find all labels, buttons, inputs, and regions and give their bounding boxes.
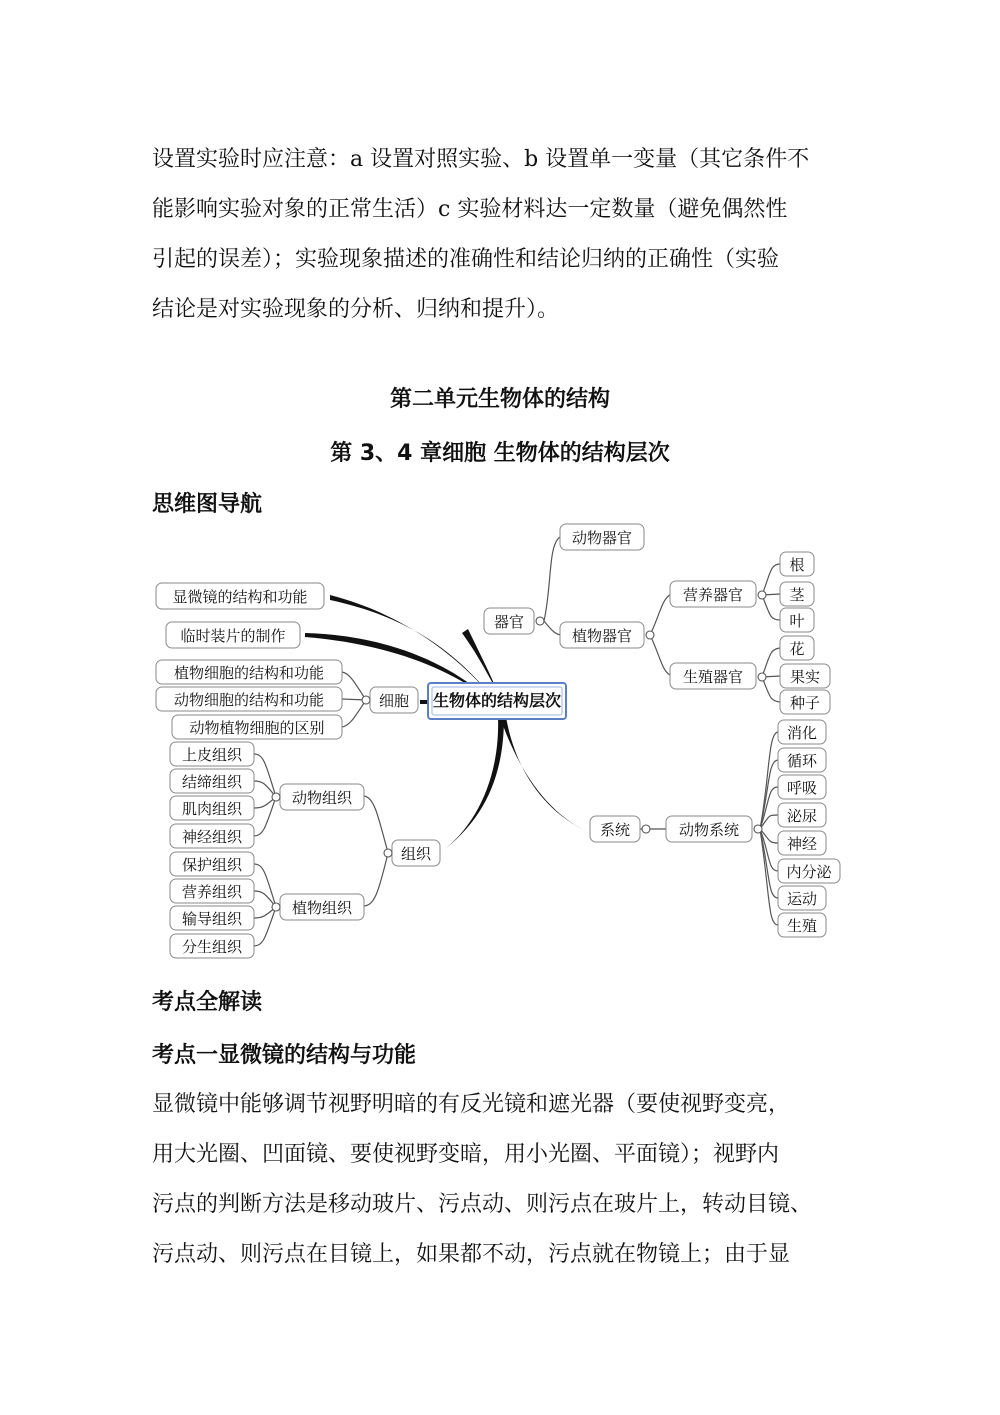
tissue-item: 结缔组织 [181, 773, 243, 791]
node-microscope [156, 583, 324, 609]
key-points-heading: 考点全解读 [152, 990, 263, 1015]
animal-tissue-label: 动物组织 [291, 789, 353, 807]
system-item: 运动 [786, 890, 818, 908]
tissue-item: 保护组织 [181, 856, 243, 874]
intro-line: 结论是对实验现象的分析、归纳和提升）。 [152, 297, 560, 322]
microscope-line: 显微镜中能够调节视野明暗的有反光镜和遮光器（要使视野变亮， [152, 1092, 791, 1117]
tissue-item: 营养组织 [181, 883, 243, 901]
intro-paragraph [152, 135, 852, 335]
node-plant-tissue [272, 894, 364, 920]
tissue-label: 组织 [400, 845, 432, 863]
seed-label: 种子 [789, 694, 821, 712]
mind-map [0, 515, 1000, 975]
cell-items [156, 660, 342, 739]
animal-tissue-items [170, 742, 254, 848]
key-point-1-heading: 考点一显微镜的结构与功能 [152, 1043, 417, 1068]
cell-item: 动物植物细胞的区别 [189, 719, 325, 737]
node-nutrition-organ [670, 581, 766, 607]
microscope-line: 污点的判断方法是移动玻片、污点动、则污点在玻片上，转动目镜、 [152, 1192, 813, 1217]
node-animal-tissue [272, 784, 364, 810]
node-animal-system [666, 816, 762, 842]
plant-tissue-label: 植物组织 [291, 899, 353, 917]
microscope-paragraph [152, 1080, 852, 1280]
tissue-item: 输导组织 [181, 910, 243, 928]
system-items [778, 720, 840, 937]
tissue-item: 分生组织 [181, 938, 243, 956]
organ-label: 器官 [493, 613, 525, 631]
system-label: 系统 [599, 821, 631, 839]
microscope-line: 污点动、则污点在目镜上，如果都不动，污点就在物镜上；由于显 [152, 1242, 791, 1267]
system-item: 生殖 [786, 917, 818, 935]
animal-organ-label: 动物器官 [571, 529, 633, 547]
node-organ [484, 608, 544, 634]
plant-tissue-items [170, 852, 254, 958]
node-cell [362, 687, 418, 713]
tissue-item: 神经组织 [181, 828, 243, 846]
intro-line: 引起的误差）；实验现象描述的准确性和结论归纳的正确性（实验 [152, 247, 780, 272]
node-slide-making [166, 622, 300, 648]
system-item: 消化 [786, 724, 818, 742]
mindmap-heading: 思维图导航 [152, 492, 263, 517]
leaf-label: 叶 [789, 612, 805, 630]
system-item: 循环 [786, 752, 818, 770]
plant-organ-label: 植物器官 [571, 627, 633, 645]
reproductive-organ-label: 生殖器官 [682, 668, 744, 686]
intro-line: 设置实验时应注意：a 设置对照实验、b 设置单一变量（其它条件不 [152, 147, 810, 172]
stem-label: 茎 [789, 586, 805, 604]
node-tissue [384, 840, 440, 866]
system-item: 泌尿 [786, 807, 818, 825]
chapter-title: 第 3、4 章细胞 生物体的结构层次 [330, 441, 670, 466]
microscope-line: 用大光圈、凹面镜、要使视野变暗，用小光圈、平面镜）；视野内 [152, 1142, 780, 1167]
node-reproductive-organ [670, 663, 766, 689]
unit-title: 第二单元生物体的结构 [389, 387, 610, 412]
microscope-label: 显微镜的结构和功能 [172, 588, 308, 606]
system-item: 呼吸 [786, 779, 818, 797]
cell-item: 植物细胞的结构和功能 [173, 664, 325, 682]
center-node [428, 683, 566, 719]
fruit-label: 果实 [789, 668, 821, 686]
tissue-item: 上皮组织 [181, 746, 243, 764]
system-item: 内分泌 [786, 863, 832, 881]
node-animal-organ [560, 524, 644, 550]
intro-line: 能影响实验对象的正常生活）c 实验材料达一定数量（避免偶然性 [152, 197, 788, 222]
slide-making-label: 临时装片的制作 [180, 627, 286, 645]
node-plant-organ [560, 622, 654, 648]
tissue-item: 肌肉组织 [181, 800, 243, 818]
nutrition-items [780, 552, 814, 632]
root-label: 根 [789, 556, 805, 574]
cell-item: 动物细胞的结构和功能 [173, 691, 325, 709]
cell-label: 细胞 [378, 692, 410, 710]
flower-label: 花 [789, 640, 805, 658]
animal-system-label: 动物系统 [678, 821, 740, 839]
branch-tissue [440, 717, 504, 853]
system-item: 神经 [786, 835, 818, 853]
center-label: 生物体的结构层次 [432, 691, 562, 710]
nutrition-organ-label: 营养器官 [682, 586, 744, 604]
reproductive-items [780, 636, 830, 714]
branch-system [500, 717, 590, 833]
